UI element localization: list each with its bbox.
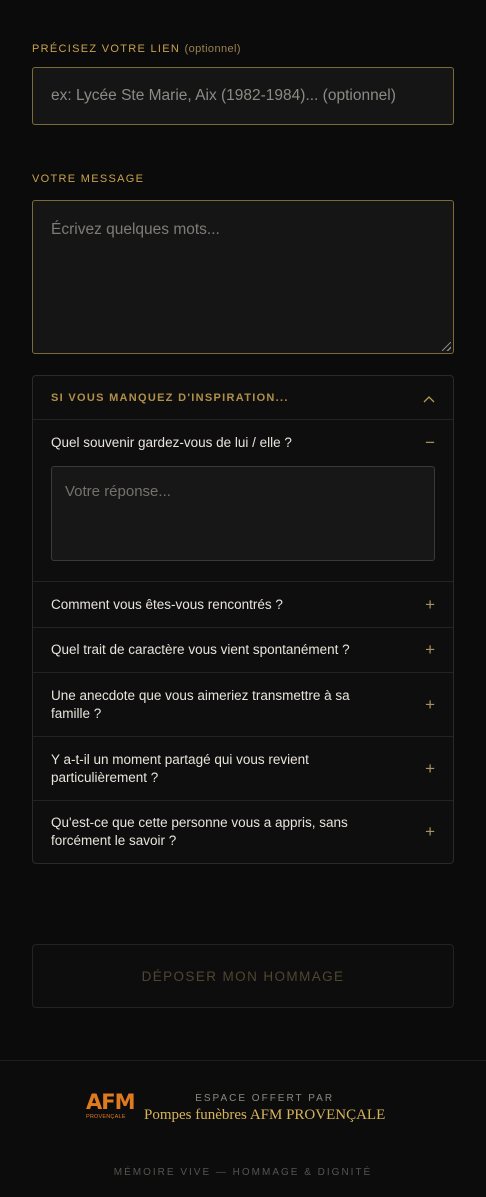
- question-text: Y a-t-il un moment partagé qui vous revient particulièrement ?: [51, 751, 309, 785]
- question-item-0: [33, 420, 453, 561]
- afm-logo: [86, 1090, 135, 1125]
- submit-button[interactable]: DÉPOSER MON HOMMAGE: [32, 944, 454, 1008]
- message-label: VOTRE MESSAGE: [32, 173, 145, 185]
- offered-by-label: ESPACE OFFERT PAR: [195, 1092, 335, 1104]
- question-item-4[interactable]: [33, 737, 453, 801]
- question-item-2[interactable]: [33, 628, 453, 673]
- logo-text: AFM: [86, 1090, 135, 1114]
- footer-tagline: MÉMOIRE VIVE — HOMMAGE & DIGNITÉ: [113, 1167, 373, 1178]
- inspiration-header[interactable]: [33, 376, 453, 420]
- lien-optional-text: (optionnel): [184, 43, 241, 55]
- message-placeholder: Écrivez quelques mots...: [51, 221, 220, 238]
- company-name: Pompes funèbres AFM PROVENÇALE: [144, 1106, 386, 1123]
- logo-subtext: PROVENÇALE: [86, 1114, 126, 1120]
- plus-icon[interactable]: +: [425, 822, 435, 841]
- question-toggle-0[interactable]: [33, 420, 453, 466]
- message-textarea[interactable]: [32, 200, 454, 354]
- lien-input[interactable]: [32, 67, 454, 125]
- plus-icon[interactable]: +: [425, 694, 435, 714]
- inspiration-panel: [32, 375, 454, 864]
- chevron-up-icon[interactable]: [423, 390, 435, 406]
- plus-icon[interactable]: +: [425, 640, 435, 659]
- resize-grip-icon[interactable]: [442, 342, 451, 351]
- question-text: Quel souvenir gardez-vous de lui / elle ?: [51, 435, 292, 450]
- lien-label: [32, 43, 454, 55]
- question-text: Une anecdote que vous aimeriez transmettre à sa famille ?: [51, 687, 350, 721]
- inspiration-title: SI VOUS MANQUEZ D'INSPIRATION...: [51, 391, 289, 404]
- sponsor-brand: [86, 1091, 385, 1125]
- plus-icon[interactable]: +: [425, 758, 435, 778]
- question-item-1[interactable]: [33, 582, 453, 628]
- lien-section: [32, 43, 454, 55]
- footer: [0, 1060, 486, 1197]
- question-text: Quel trait de caractère vous vient spontanément ?: [51, 642, 350, 657]
- minus-icon[interactable]: −: [425, 433, 435, 452]
- lien-input-placeholder: ex: Lycée Ste Marie, Aix (1982-1984)... (optionnel): [51, 87, 396, 104]
- question-item-3[interactable]: [33, 673, 453, 737]
- answer-placeholder: Votre réponse...: [65, 483, 171, 500]
- answer-textarea-0[interactable]: [51, 466, 435, 561]
- question-text: Comment vous êtes-vous rencontrés ?: [51, 596, 283, 612]
- plus-icon[interactable]: +: [425, 594, 435, 614]
- lien-label-text: PRÉCISEZ VOTRE LIEN: [32, 43, 181, 55]
- question-text: Qu'est-ce que cette personne vous a appris, sans forcément le savoir ?: [51, 815, 348, 848]
- sponsor-text: [144, 1093, 385, 1124]
- question-item-5[interactable]: [33, 801, 453, 863]
